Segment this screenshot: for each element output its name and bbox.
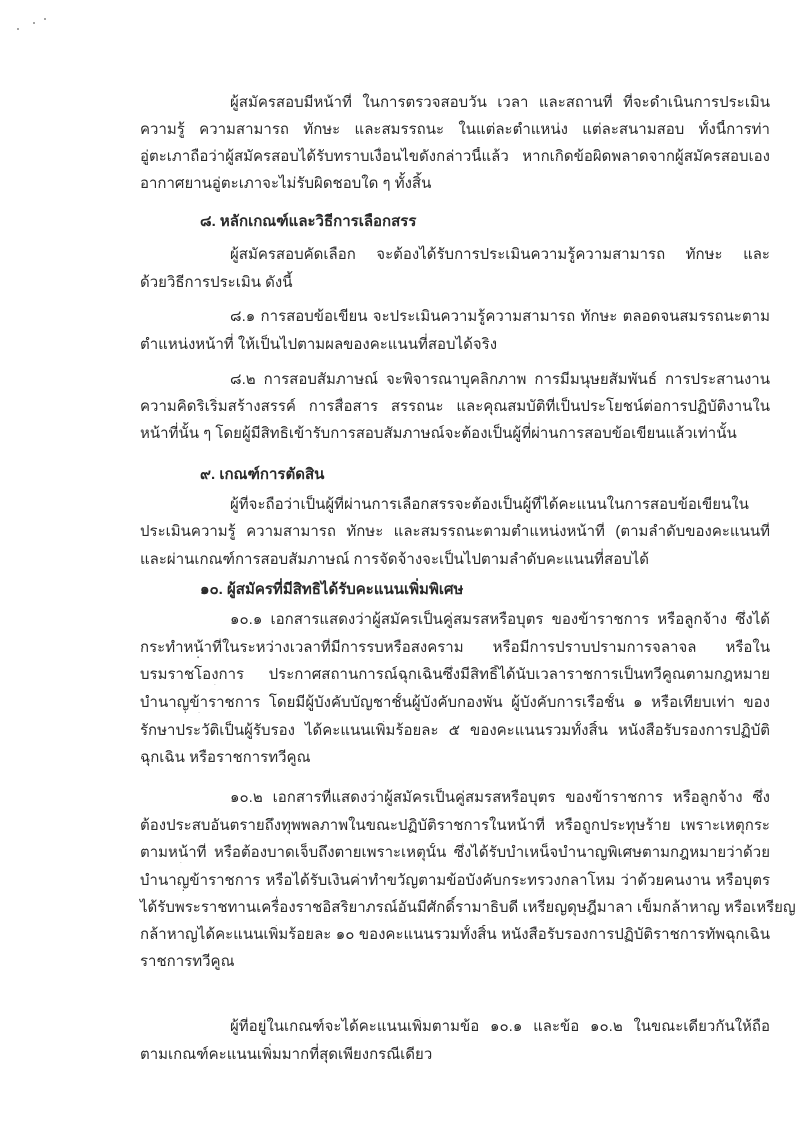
section-10-note: ตามเกณฑ์คะแนนเพิ่มมากที่สุดเพียงกรณีเดียว: [140, 1046, 433, 1063]
section-10-2-text: ๑๐.๒ เอกสารที่แสดงว่าผู้สมัครเป็นคู่สมรสหรือบุตร ของข้าราชการ หรือลูกจ้าง ซึ่ง: [230, 789, 770, 806]
section-9-heading: ๙. เกณฑ์การตัดสิน: [200, 466, 325, 483]
section-10-2-text: ตามหน้าที่ หรือต้องบาดเจ็บถึงตายเพราะเหตุนั้น ซึ่งได้รับบำเหน็จบำนาญพิเศษตามกฎหมายว่าด้วย: [140, 844, 770, 861]
section-10-1-text: กระทำหน้าที่ในระหว่างเวลาที่มีการรบหรือสงคราม หรือมีการปราบปรามการจลาจล หรือใน: [140, 639, 770, 656]
section-10-2-text: บำนาญข้าราชการ หรือได้รับเงินค่าทำขวัญตามข้อบังคับกระทรวงกลาโหม ว่าด้วยคนงาน หรือบุตร: [140, 872, 770, 889]
section-10-2-text: ได้รับพระราชทานเครื่องราชอิสริยาภรณ์อันมีศักดิ์รามาธิบดี เหรียญดุษฎีมาลา เข็มกล้าหาญ หรือเหรียญ: [140, 899, 796, 916]
section-9-text: ประเมินความรู้ ความสามารถ ทักษะ และสมรรถนะตามตำแหน่งหน้าที่ (ตามลำดับของคะแนนที่: [140, 523, 770, 540]
section-10-1-text: ฉุกเฉิน หรือราชการทวีคูณ: [140, 749, 311, 766]
intro-line: อากาศยานอู่ตะเภาจะไม่รับผิดชอบใด ๆ ทั้งสิ้น: [140, 175, 432, 192]
intro-line: ผู้สมัครสอบมีหน้าที่ ในการตรวจสอบวัน เวลา และสถานที่ ที่จะดำเนินการประเมิน: [230, 94, 770, 111]
section-10-1-text: บรมราชโองการ ประกาศสถานการณ์ฉุกเฉินซึ่งมีสิทธิ์ได้นับเวลาราชการเป็นทวีคูณตามกฎหมาย: [140, 666, 770, 683]
section-10-2-text: ต้องประสบอันตรายถึงทุพพลภาพในขณะปฏิบัติราชการในหน้าที่ หรือถูกประทุษร้าย เพราะเหตุกระ: [140, 817, 770, 834]
intro-line: อู่ตะเภาถือว่าผู้สมัครสอบได้รับทราบเงื่อนไขดังกล่าวนี้แล้ว หากเกิดข้อผิดพลาดจากผู้สมัครสอบเอง: [140, 148, 770, 165]
section-8-1-text: ตำแหน่งหน้าที่ ให้เป็นไปตามผลของคะแนนที่สอบได้จริง: [140, 336, 498, 353]
section-10-1-text: บำนาญข้าราชการ โดยมีผู้บังคับบัญชาชั้นผู้บังคับกองพัน ผู้บังคับการเรือชั้น ๑ หรือเทียบเท่า ของ: [140, 694, 770, 711]
section-8-2-text: ความคิดริเริ่มสร้างสรรค์ การสื่อสาร สรรถนะ และคุณสมบัติที่เป็นประโยชน์ต่อการปฏิบัติงานใน: [140, 398, 770, 415]
section-10-heading: ๑๐. ผู้สมัครที่มีสิทธิได้รับคะแนนเพิ่มพิเศษ: [200, 581, 464, 598]
section-8-2-text: ๘.๒ การสอบสัมภาษณ์ จะพิจารณาบุคลิกภาพ การมีมนุษยสัมพันธ์ การประสานงาน: [230, 371, 770, 388]
section-8-text: ผู้สมัครสอบคัดเลือก จะต้องได้รับการประเมินความรู้ความสามารถ ทักษะ และ: [230, 246, 770, 263]
section-10-2-text: ราชการทวีคูณ: [140, 953, 235, 970]
section-8-1-text: ๘.๑ การสอบข้อเขียน จะประเมินความรู้ความสามารถ ทักษะ ตลอดจนสมรรถนะตาม: [230, 308, 770, 325]
section-10-note: ผู้ที่อยู่ในเกณฑ์จะได้คะแนนเพิ่มตามข้อ ๑๐.๑ และข้อ ๑๐.๒ ในขณะเดียวกันให้ถือ: [230, 1018, 770, 1035]
section-10-1-text: รักษาประวัติเป็นผู้รับรอง ได้คะแนนเพิ่มร้อยละ ๕ ของคะแนนรวมทั้งสิ้น หนังสือรับรองการปฏิบัติ: [140, 722, 770, 739]
section-10-2-text: กล้าหาญได้คะแนนเพิ่มร้อยละ ๑๐ ของคะแนนรวมทั้งสิ้น หนังสือรับรองการปฏิบัติราชการทัพฉุกเฉิน: [140, 926, 770, 943]
section-8-text: ด้วยวิธีการประเมิน ดังนี้: [140, 274, 293, 291]
section-10-1-text: ๑๐.๑ เอกสารแสดงว่าผู้สมัครเป็นคู่สมรสหรือบุตร ของข้าราชการ หรือลูกจ้าง ซึ่งได้: [230, 611, 770, 628]
section-9-text: และผ่านเกณฑ์การสอบสัมภาษณ์ การจัดจ้างจะเป็นไปตามลำดับคะแนนที่สอบได้: [140, 551, 650, 568]
intro-line: ความรู้ ความสามารถ ทักษะ และสมรรถนะ ในแต่ละตำแหน่ง แต่ละสนามสอบ ทั้งนี้การท่า: [140, 121, 770, 138]
section-8-heading: ๘. หลักเกณฑ์และวิธีการเลือกสรร: [200, 213, 417, 230]
section-8-2-text: หน้าที่นั้น ๆ โดยผู้มีสิทธิเข้ารับการสอบสัมภาษณ์จะต้องเป็นผู้ที่ผ่านการสอบข้อเขียนแล้วเท่านั้น: [140, 425, 737, 442]
section-9-text: ผู้ที่จะถือว่าเป็นผู้ที่ผ่านการเลือกสรรจะต้องเป็นผู้ที่ได้คะแนนในการสอบข้อเขียนใน: [230, 496, 749, 513]
